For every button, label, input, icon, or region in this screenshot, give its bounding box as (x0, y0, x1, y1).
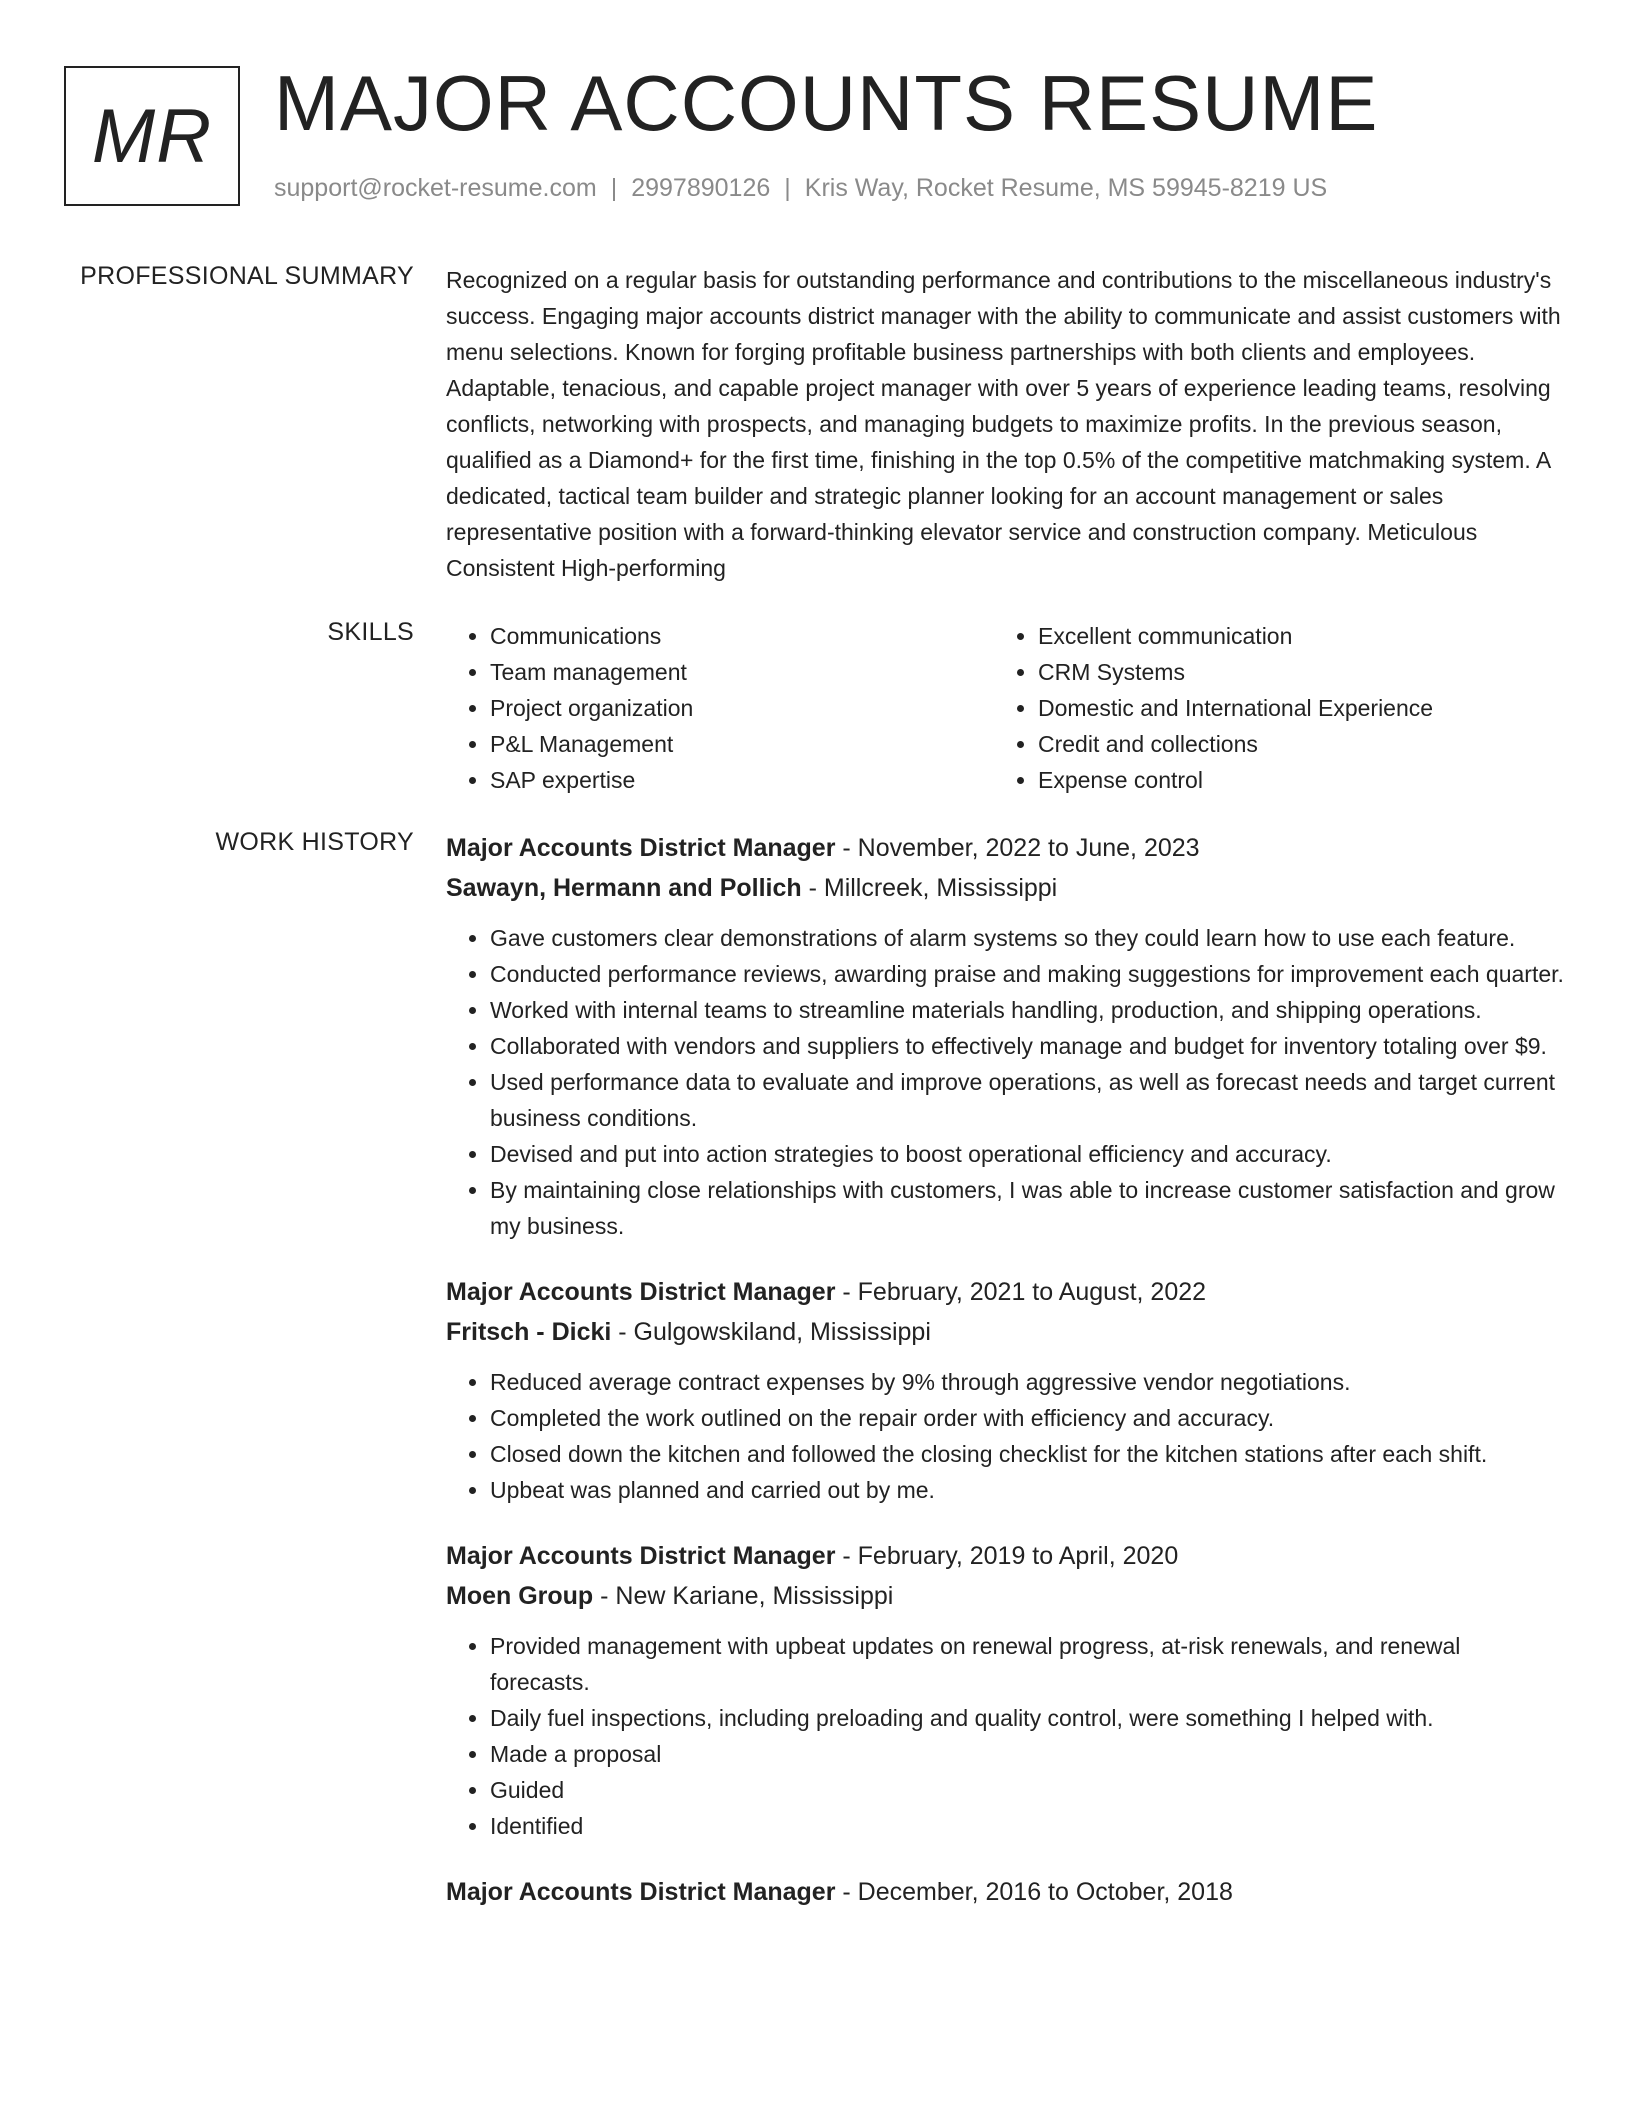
monogram-initials: MR (91, 93, 213, 179)
job-title: Major Accounts District Manager (446, 1542, 836, 1570)
summary-heading: PROFESSIONAL SUMMARY (80, 262, 414, 290)
work-body (446, 828, 1566, 1940)
job-bullet: • Closed down the kitchen and followed the closing checklist for the kitchen stations after each shift. (490, 1436, 1566, 1472)
skill-item: • Credit and collections (1038, 726, 1542, 762)
job-title-line (446, 828, 1566, 868)
resume-title: MAJOR ACCOUNTS RESUME (274, 59, 1379, 147)
contact-line (274, 174, 1327, 203)
job-bullet: • Upbeat was planned and carried out by me. (490, 1472, 1566, 1508)
job-bullet: • Devised and put into action strategies to boost operational efficiency and accuracy. (490, 1136, 1566, 1172)
skills-list-left (446, 618, 994, 798)
job-bullets (446, 920, 1566, 1244)
job-bullet: • Provided management with upbeat updates on renewal progress, at-risk renewals, and renewal forecasts. (490, 1628, 1566, 1700)
skill-item: • P&L Management (490, 726, 994, 762)
skills-list-right (994, 618, 1542, 798)
work-heading: WORK HISTORY (215, 828, 414, 856)
job-dates: - February, 2019 to April, 2020 (835, 1542, 1179, 1570)
contact-separator: | (784, 174, 791, 202)
job-bullet: • Completed the work outlined on the repair order with efficiency and accuracy. (490, 1400, 1566, 1436)
job-bullet: • Collaborated with vendors and suppliers to effectively manage and budget for inventory totaling over $9. (490, 1028, 1566, 1064)
job-bullet: • Identified (490, 1808, 1566, 1844)
job-title: Major Accounts District Manager (446, 1278, 836, 1306)
job-company-line (446, 1576, 1566, 1616)
job-bullet: • Made a proposal (490, 1736, 1566, 1772)
skills-body (446, 618, 1566, 798)
job-company-line (446, 1312, 1566, 1352)
contact-address: Kris Way, Rocket Resume, MS 59945-8219 US (804, 174, 1328, 202)
monogram-box (64, 66, 240, 206)
job-company: Moen Group (446, 1582, 594, 1610)
job-bullet: • Reduced average contract expenses by 9% through aggressive vendor negotiations. (490, 1364, 1566, 1400)
job-bullet: • Used performance data to evaluate and improve operations, as well as forecast needs and target current business conditions. (490, 1064, 1566, 1136)
job-dates: - December, 2016 to October, 2018 (835, 1878, 1233, 1906)
skill-item: • Domestic and International Experience (1038, 690, 1542, 726)
contact-email: support@rocket-resume.com (274, 174, 597, 202)
job-location: - Gulgowskiland, Mississippi (611, 1318, 931, 1346)
job-entry (446, 828, 1566, 1244)
skill-item: • Communications (490, 618, 994, 654)
skill-item: • SAP expertise (490, 762, 994, 798)
job-location: - New Kariane, Mississippi (593, 1582, 894, 1610)
job-bullet: • Conducted performance reviews, awarding praise and making suggestions for improvement each quarter. (490, 956, 1566, 992)
skill-item: • Expense control (1038, 762, 1542, 798)
skills-heading: SKILLS (327, 618, 414, 646)
job-title-line (446, 1536, 1566, 1576)
job-bullet: • Gave customers clear demonstrations of alarm systems so they could learn how to use each feature. (490, 920, 1566, 956)
job-bullet: • Worked with internal teams to streamline materials handling, production, and shipping operations. (490, 992, 1566, 1028)
summary-body (446, 262, 1566, 586)
skill-item: • Project organization (490, 690, 994, 726)
job-title: Major Accounts District Manager (446, 1878, 836, 1906)
job-entry (446, 1272, 1566, 1508)
summary-text: Recognized on a regular basis for outstanding performance and contributions to the miscellaneous industry's success. Engaging major accounts district manager with the ability to communicate and assist customers with menu selections. Known for forging profitable business partnerships with both clients and employees. Adaptable, tenacious, and capable project manager with over 5 years of experience leading teams, resolving conflicts, networking with prospects, and managing budgets to maximize profits. In the previous season, qualified as a Diamond+ for the first time, finishing in the top 0.5% of the competitive matchmaking system. A dedicated, tactical team builder and strategic planner looking for an account management or sales representative position with a forward-thinking elevator service and construction company. Meticulous Consistent High-performing (446, 267, 1561, 581)
skill-item: • Team management (490, 654, 994, 690)
job-bullets (446, 1628, 1566, 1844)
job-title: Major Accounts District Manager (446, 834, 836, 862)
job-entry (446, 1536, 1566, 1844)
job-bullets (446, 1364, 1566, 1508)
job-bullet: • Daily fuel inspections, including preloading and quality control, were something I helped with. (490, 1700, 1566, 1736)
contact-phone: 2997890126 (631, 174, 771, 202)
skill-item: • Excellent communication (1038, 618, 1542, 654)
job-bullet: • By maintaining close relationships with customers, I was able to increase customer satisfaction and grow my business. (490, 1172, 1566, 1244)
job-location: - Millcreek, Mississippi (801, 874, 1058, 902)
job-dates: - November, 2022 to June, 2023 (835, 834, 1200, 862)
job-company: Fritsch - Dicki (446, 1318, 612, 1346)
skill-item: • CRM Systems (1038, 654, 1542, 690)
job-title-line (446, 1272, 1566, 1312)
job-title-line (446, 1872, 1566, 1912)
job-bullet: • Guided (490, 1772, 1566, 1808)
job-entry (446, 1872, 1566, 1912)
job-company-line (446, 868, 1566, 908)
contact-separator: | (610, 174, 618, 202)
job-dates: - February, 2021 to August, 2022 (835, 1278, 1207, 1306)
job-company: Sawayn, Hermann and Pollich (446, 874, 802, 902)
